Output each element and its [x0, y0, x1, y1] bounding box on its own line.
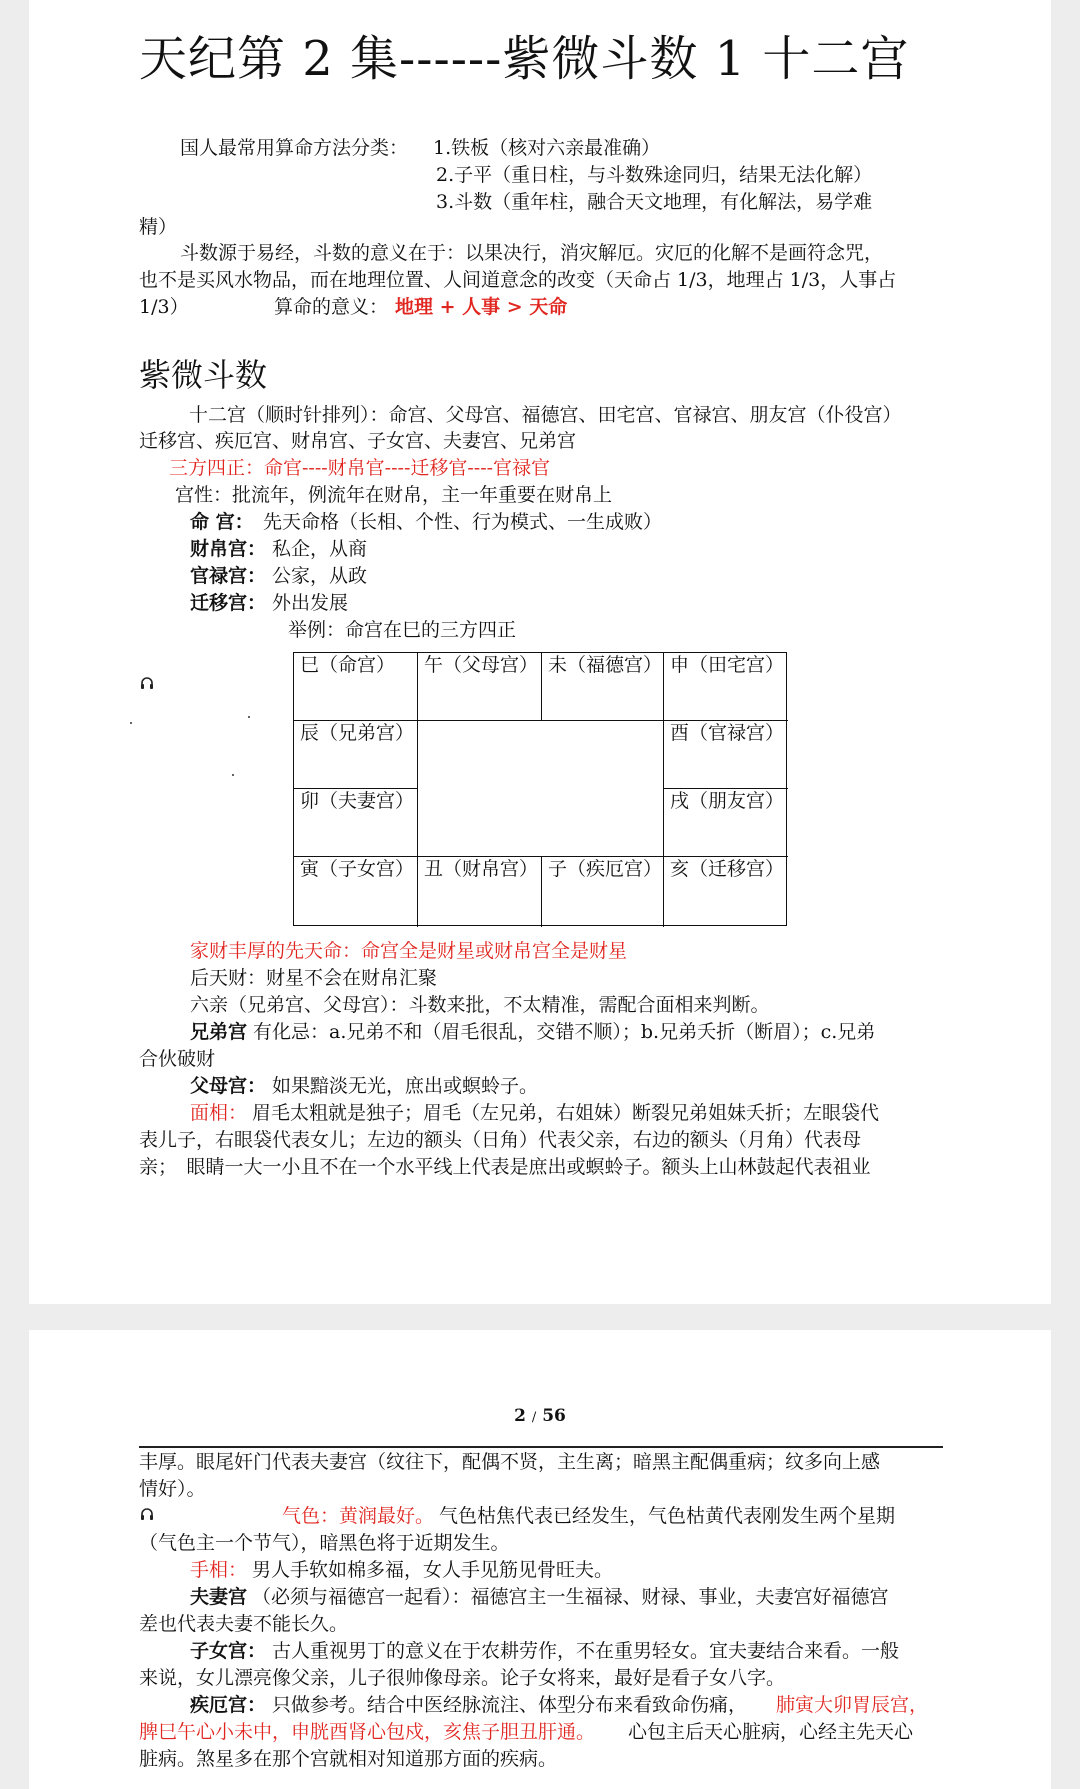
palace-cell-wei: 未（福德宫）	[542, 653, 664, 721]
face-reading-value: 眉毛太粗就是独子；眉毛（左兄弟，右姐妹）断裂兄弟姐妹夭折；左眼袋代	[252, 1102, 880, 1124]
palace-cell-chou: 丑（财帛宫）	[418, 857, 542, 927]
palace-cell-shen: 申（田宅宫）	[664, 653, 788, 721]
method-1: 1.铁板（核对六亲最准确）	[433, 137, 661, 159]
headphones-icon[interactable]	[140, 1507, 154, 1521]
twelve-palaces-line: 迁移宫、疾厄宫、财帛宫、子女宫、夫妻宫、兄弟宫	[139, 430, 577, 452]
children-palace-value: 古人重视男丁的意义在于农耕劳作，不在重男轻女。宜夫妻结合来看。一般	[272, 1640, 900, 1662]
complexion-value: 气色枯焦代表已经发生，气色枯黄代表刚发生两个星期	[439, 1505, 896, 1527]
stray-dot	[248, 716, 250, 718]
method-3: 3.斗数（重年柱，融合天文地理，有化解法，易学难	[436, 191, 873, 213]
children-palace-cont: 来说，女儿漂亮像父亲，儿子很帅像母亲。论子女将来，最好是看子女八字。	[139, 1667, 786, 1689]
palace-grid-center	[418, 721, 664, 857]
intro-paragraph-line: 1/3）	[139, 296, 189, 318]
spouse-palace-cont: 差也代表夫妻不能长久。	[139, 1613, 349, 1635]
brother-palace-value: 有化忌：a.兄弟不和（眉毛很乱，交错不顺）；b.兄弟夭折（断眉）；c.兄弟	[253, 1021, 876, 1043]
section-heading: 紫微斗数	[139, 356, 268, 394]
twelve-palaces-line: 十二宫（顺时针排列）：命宫、父母宫、福德宫、田宅宫、官禄宫、朋友宫（仆役宫）	[189, 404, 902, 426]
header-rule	[139, 1446, 943, 1448]
palace-cell-chen: 辰（兄弟宫）	[294, 721, 418, 789]
meridian-mnemonic: 肺寅大卯胃辰宫，	[776, 1694, 929, 1716]
palace-cell-si: 巳（命宫）	[294, 653, 418, 721]
palace-grid	[293, 652, 787, 926]
parents-palace-value: 如果黯淡无光，庶出或螟蛉子。	[272, 1075, 539, 1097]
spouse-palace-key: 夫妻宫	[190, 1586, 248, 1608]
palm-reading-value: 男人手软如棉多福，女人手见筋见骨旺夫。	[252, 1559, 614, 1581]
guan-palace-value: 公家，从政	[272, 565, 368, 587]
six-relatives-line: 六亲（兄弟宫、父母宫）：斗数来批，不太精准，需配合面相来判断。	[190, 994, 770, 1016]
intro-paragraph-line: 斗数源于易经，斗数的意义在于：以果决行，消灾解厄。灾厄的化解不是画符念咒，	[180, 242, 884, 264]
page-number: 2 / 56	[514, 1406, 566, 1426]
ming-palace-key: 命 宫：	[190, 511, 254, 533]
stray-dot	[130, 722, 132, 724]
health-palace-line: 心包主后天心脏病，心经主先天心	[628, 1721, 914, 1743]
headphones-icon[interactable]	[140, 676, 154, 690]
method-3-cont: 精）	[139, 216, 178, 238]
acquired-wealth-line: 后天财：财星不会在财帛汇聚	[190, 967, 438, 989]
brother-palace-cont: 合伙破财	[139, 1048, 216, 1070]
parents-palace-key: 父母宫：	[190, 1075, 267, 1097]
wealth-line: 家财丰厚的先天命：命宫全是财星或财帛宫全是财星	[190, 940, 628, 962]
palace-cell-xu: 戌（朋友宫）	[664, 789, 788, 857]
health-palace-value: 只做参考。结合中医经脉流注、体型分布来看致命伤痛，	[272, 1694, 748, 1716]
meaning-label: 算命的意义：	[274, 296, 389, 318]
meaning-formula: 地理 + 人事 > 天命	[395, 296, 568, 318]
face-reading-key: 面相：	[190, 1102, 248, 1124]
palace-cell-yin: 寅（子女宫）	[294, 857, 418, 927]
complexion-cont: （气色主一个节气），暗黑色将于近期发生。	[139, 1532, 510, 1554]
gongxing-line: 宫性：批流年，例流年在财帛，主一年重要在财帛上	[175, 484, 613, 506]
children-palace-key: 子女宫：	[190, 1640, 267, 1662]
qian-palace-value: 外出发展	[272, 592, 349, 614]
palace-cell-zi: 子（疾厄宫）	[542, 857, 664, 927]
page2-line: 情好）。	[139, 1478, 206, 1500]
palm-reading-key: 手相：	[190, 1559, 248, 1581]
palace-cell-you: 酉（官禄宫）	[664, 721, 788, 789]
meridian-mnemonic: 脾巳午心小未中，申胱酉肾心包戍，亥焦子胆丑肝通。	[139, 1721, 596, 1743]
face-reading-line: 表儿子，右眼袋代表女儿；左边的额头（日角）代表父亲，右边的额头（月角）代表母	[139, 1129, 862, 1151]
brother-palace-key: 兄弟宫	[190, 1021, 248, 1043]
spouse-palace-value: （必须与福德宫一起看）：福德宫主一生福禄、财禄、事业，夫妻宫好福德宫	[252, 1586, 889, 1608]
stray-dot	[232, 774, 234, 776]
qian-palace-key: 迁移宫：	[190, 592, 267, 614]
sanfang-sizheng: 三方四正：命官----财帛官----迁移官----官禄官	[169, 457, 551, 479]
palace-cell-wu: 午（父母宫）	[418, 653, 542, 721]
methods-label: 国人最常用算命方法分类：	[180, 137, 409, 159]
palace-cell-mao: 卯（夫妻宫）	[294, 789, 418, 857]
cai-palace-key: 财帛宫：	[190, 538, 267, 560]
guan-palace-key: 官禄宫：	[190, 565, 267, 587]
page2-line: 丰厚。眼尾奸门代表夫妻宫（纹往下，配偶不贤，主生离；暗黑主配偶重病；纹多向上感	[139, 1451, 881, 1473]
health-palace-line: 脏病。煞星多在那个宫就相对知道那方面的疾病。	[139, 1748, 558, 1770]
method-2: 2.子平（重日柱，与斗数殊途同归，结果无法化解）	[436, 164, 873, 186]
complexion-key: 气色：黄润最好。	[282, 1505, 435, 1527]
document-title: 天纪第 2 集------紫微斗数 1 十二宫	[139, 31, 910, 87]
health-palace-key: 疾厄宫：	[190, 1694, 267, 1716]
example-caption: 举例：命宫在巳的三方四正	[288, 619, 517, 641]
palace-cell-hai: 亥（迁移宫）	[670, 858, 785, 880]
ming-palace-value: 先天命格（长相、个性、行为模式、一生成败）	[263, 511, 663, 533]
face-reading-line: 亲； 眼睛一大一小且不在一个水平线上代表是庶出或螟蛉子。额头上山林鼓起代表祖业	[139, 1156, 871, 1178]
intro-paragraph-line: 也不是买风水物品，而在地理位置、人间道意念的改变（天命占 1/3，地理占 1/3，人事占	[139, 269, 897, 291]
cai-palace-value: 私企，从商	[272, 538, 368, 560]
